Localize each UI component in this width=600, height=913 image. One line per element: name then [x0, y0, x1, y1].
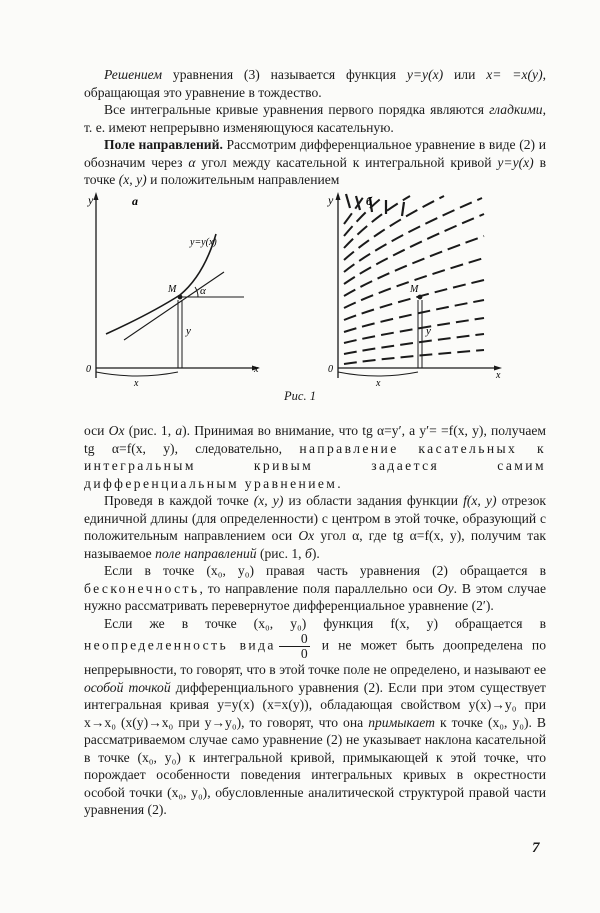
tangent-line: [124, 272, 224, 340]
curve-label: y=y(x): [190, 237, 217, 248]
bottom-text: [84, 422, 546, 819]
paragraph-smooth-curves: Все интегральные кривые уравнения первого порядка являются гладкими, т. е. имеют непрерывно изменяющуюся касательную.: [84, 102, 546, 135]
figure-caption: Рис. 1: [284, 389, 316, 403]
axis-y-label-b: y: [328, 193, 334, 207]
paragraph-direction-field: Проведя в каждой точке (x, y) из области задания функции f(x, y) отрезок единичной длины (для определенности) с центром в этой точке, образующий с положительным направлением оси Ox угол α, где tg α=f(x, y), получим так называемое поле направлений (рис. 1, б).: [84, 493, 547, 561]
panel-label-b: б: [366, 194, 372, 208]
axis-y-label: y: [88, 193, 94, 207]
top-text: [84, 66, 546, 189]
paragraph-direction-field-intro: Поле направлений. Рассмотрим дифференциальное уравнение в виде (2) и обозначим через α угол между касательной к интегральной кривой y=y(x) в точке (x, y) и положительным направлением: [84, 137, 546, 187]
ordinate-label: y: [186, 325, 191, 337]
axis-x-label: x: [254, 364, 259, 375]
origin-label: 0: [86, 364, 91, 375]
paragraph-direction-tangents: оси Ox (рис. 1, а). Принимая во внимание, что tg α=y′, а y′= =f(x, y), получаем tg α=f(x, y), следовательно, направление касательных к интегральным кривым задается самим дифференциальным уравнением.: [84, 423, 547, 491]
paragraph-solution-definition: Решением уравнения (3) называется функция y=y(x) или x= =x(y), обращающая это уравнение в тождество.: [84, 67, 546, 100]
figure-1: [84, 188, 546, 420]
point-m-field: [418, 295, 423, 300]
abscissa-label: x: [134, 378, 139, 389]
page-number: 7: [532, 840, 540, 856]
point-label-m-b: M: [410, 284, 419, 295]
axis-x-label-b: x: [496, 370, 501, 381]
integral-curve: [106, 234, 216, 334]
origin-label-b: 0: [328, 364, 333, 375]
abscissa-label-b: x: [376, 378, 381, 389]
point-label-m: M: [168, 284, 177, 295]
panel-label-a: а: [132, 194, 138, 208]
figure-panel-b: [327, 192, 502, 389]
paragraph-infinity-case: Если в точке (x₀, y₀) правая часть уравнения (2) обращается в бесконечность, то направление поля параллельно оси Oy. В этом случае нужно рассматривать перевернутое дифференциальное уравнение (2′).: [84, 563, 546, 613]
fraction-zero-over-zero: $\frac{0}{0}$: [279, 632, 310, 661]
paragraph-singular-point: Если же в точке (x₀, y₀) функция f(x, y) обращается в неопределенность вида $\frac{0}{0}$ и не может быть доопределена по непрерывности, то говорят, что в этой точке поле не определено, и называют ее особой точкой дифференциального уравнения (2). Если при этом существует интегральная кривая y=y(x) (x=x(y)), обладающая свойством y(x)→y₀ при x→x₀ (x(y)→x₀ при y→y₀), то говорят, что она примыкает к точке (x₀, y₀). В рассматриваемом случае само уравнение (2) не указывает наклона касательной в точке (x₀, y₀) к интегральной кривой, примыкающей к этой точке, что порождает особенности поведения интегральных кривых в окрестности особой точки (x₀, y₀), обусловленные аналитической структурой правой части уравнения (2).: [84, 615, 546, 817]
figure-panel-a: [86, 192, 260, 389]
angle-label: α: [200, 285, 206, 297]
point-m: [178, 295, 183, 300]
direction-field: [344, 196, 484, 364]
ordinate-label-b: y: [426, 325, 431, 337]
